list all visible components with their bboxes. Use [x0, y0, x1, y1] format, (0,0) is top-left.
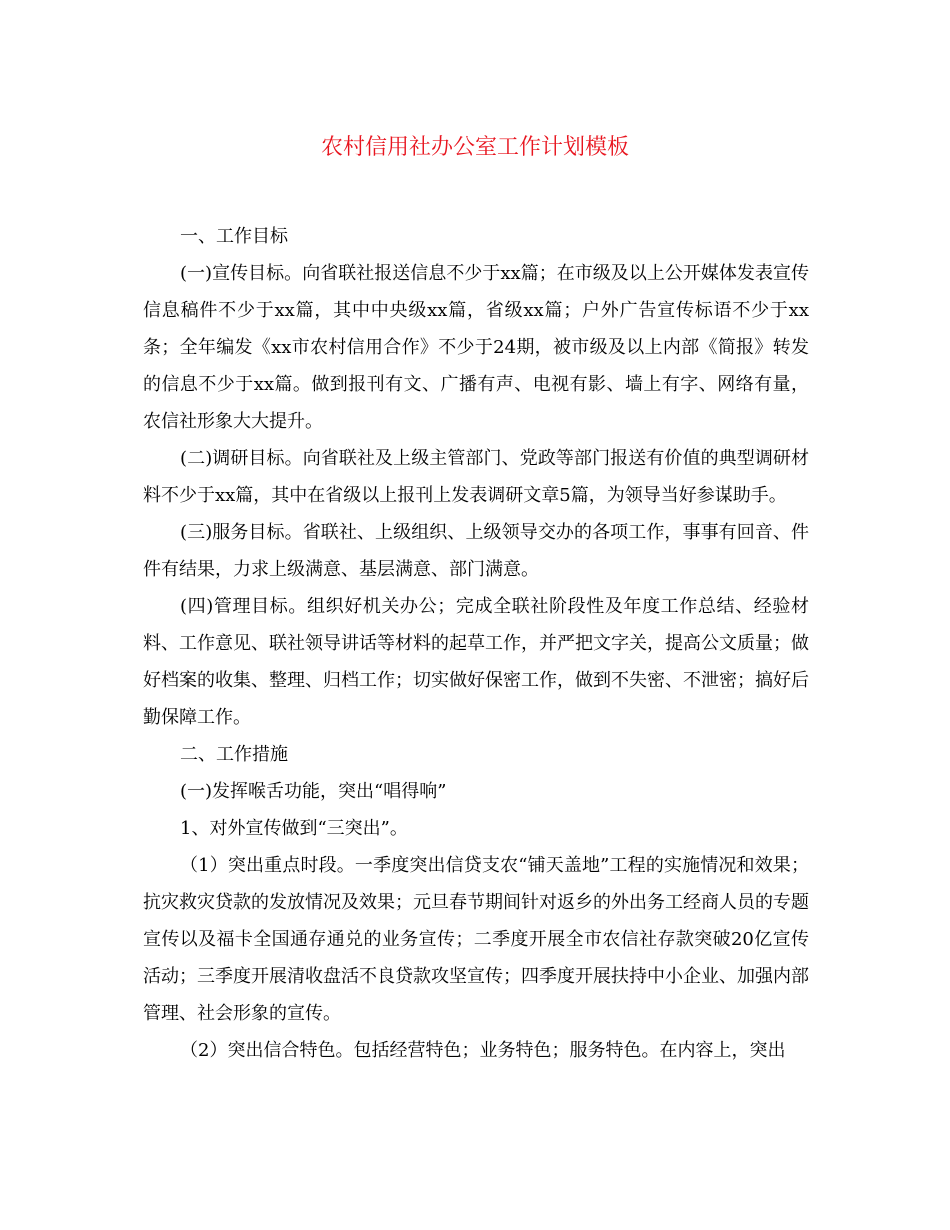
paragraph-key-periods: （1）突出重点时段。一季度突出信贷支农“铺天盖地”工程的实施情况和效果；抗灾救灾贷款的发放情况及效果；元旦春节期间针对返乡的外出务工经商人员的专题宣传以及福卡全国通存通兑的业务宣传；二季度开展全市农信社存款突破20亿宣传活动；三季度开展清收盘活不良贷款攻坚宣传；四季度开展扶持中小企业、加强内部管理、社会形象的宣传。 — [143, 855, 809, 1024]
document-title: 农村信用社办公室工作计划模板 — [320, 135, 629, 160]
subheading-mouthpiece: (一)发挥喉舌功能，突出“唱得响” — [180, 781, 447, 802]
paragraph-service-goal: (三)服务目标。省联社、上级组织、上级领导交办的各项工作，事事有回音、件件有结果，力求上级满意、基层满意、部门满意。 — [143, 522, 809, 580]
paragraph-credit-features: （2）突出信合特色。包括经营特色；业务特色；服务特色。在内容上，突出 — [180, 1040, 786, 1061]
item-external-publicity: 1、对外宣传做到“三突出”。 — [180, 818, 408, 839]
paragraph-publicity-goal: (一)宣传目标。向省联社报送信息不少于xx篇；在市级及以上公开媒体发表宣传信息稿件不少于xx篇，其中中央级xx篇，省级xx篇；户外广告宣传标语不少于xx条；全年编发《xx市农村信用合作》不少于24期，被市级及以上内部《简报》转发的信息不少于xx篇。做到报刊有文、广播有声、电视有影、墙上有字、网络有量，农信社形象大大提升。 — [143, 263, 809, 432]
section-heading-goals: 一、工作目标 — [180, 226, 288, 247]
section-heading-measures: 二、工作措施 — [180, 744, 288, 765]
paragraph-management-goal: (四)管理目标。组织好机关办公；完成全联社阶段性及年度工作总结、经验材料、工作意见、联社领导讲话等材料的起草工作，并严把文字关，提高公文质量；做好档案的收集、整理、归档工作；切实做好保密工作，做到不失密、不泄密；搞好后勤保障工作。 — [143, 596, 809, 728]
paragraph-research-goal: (二)调研目标。向省联社及上级主管部门、党政等部门报送有价值的典型调研材料不少于xx篇，其中在省级以上报刊上发表调研文章5篇，为领导当好参谋助手。 — [143, 448, 809, 506]
document-body — [143, 218, 809, 1069]
